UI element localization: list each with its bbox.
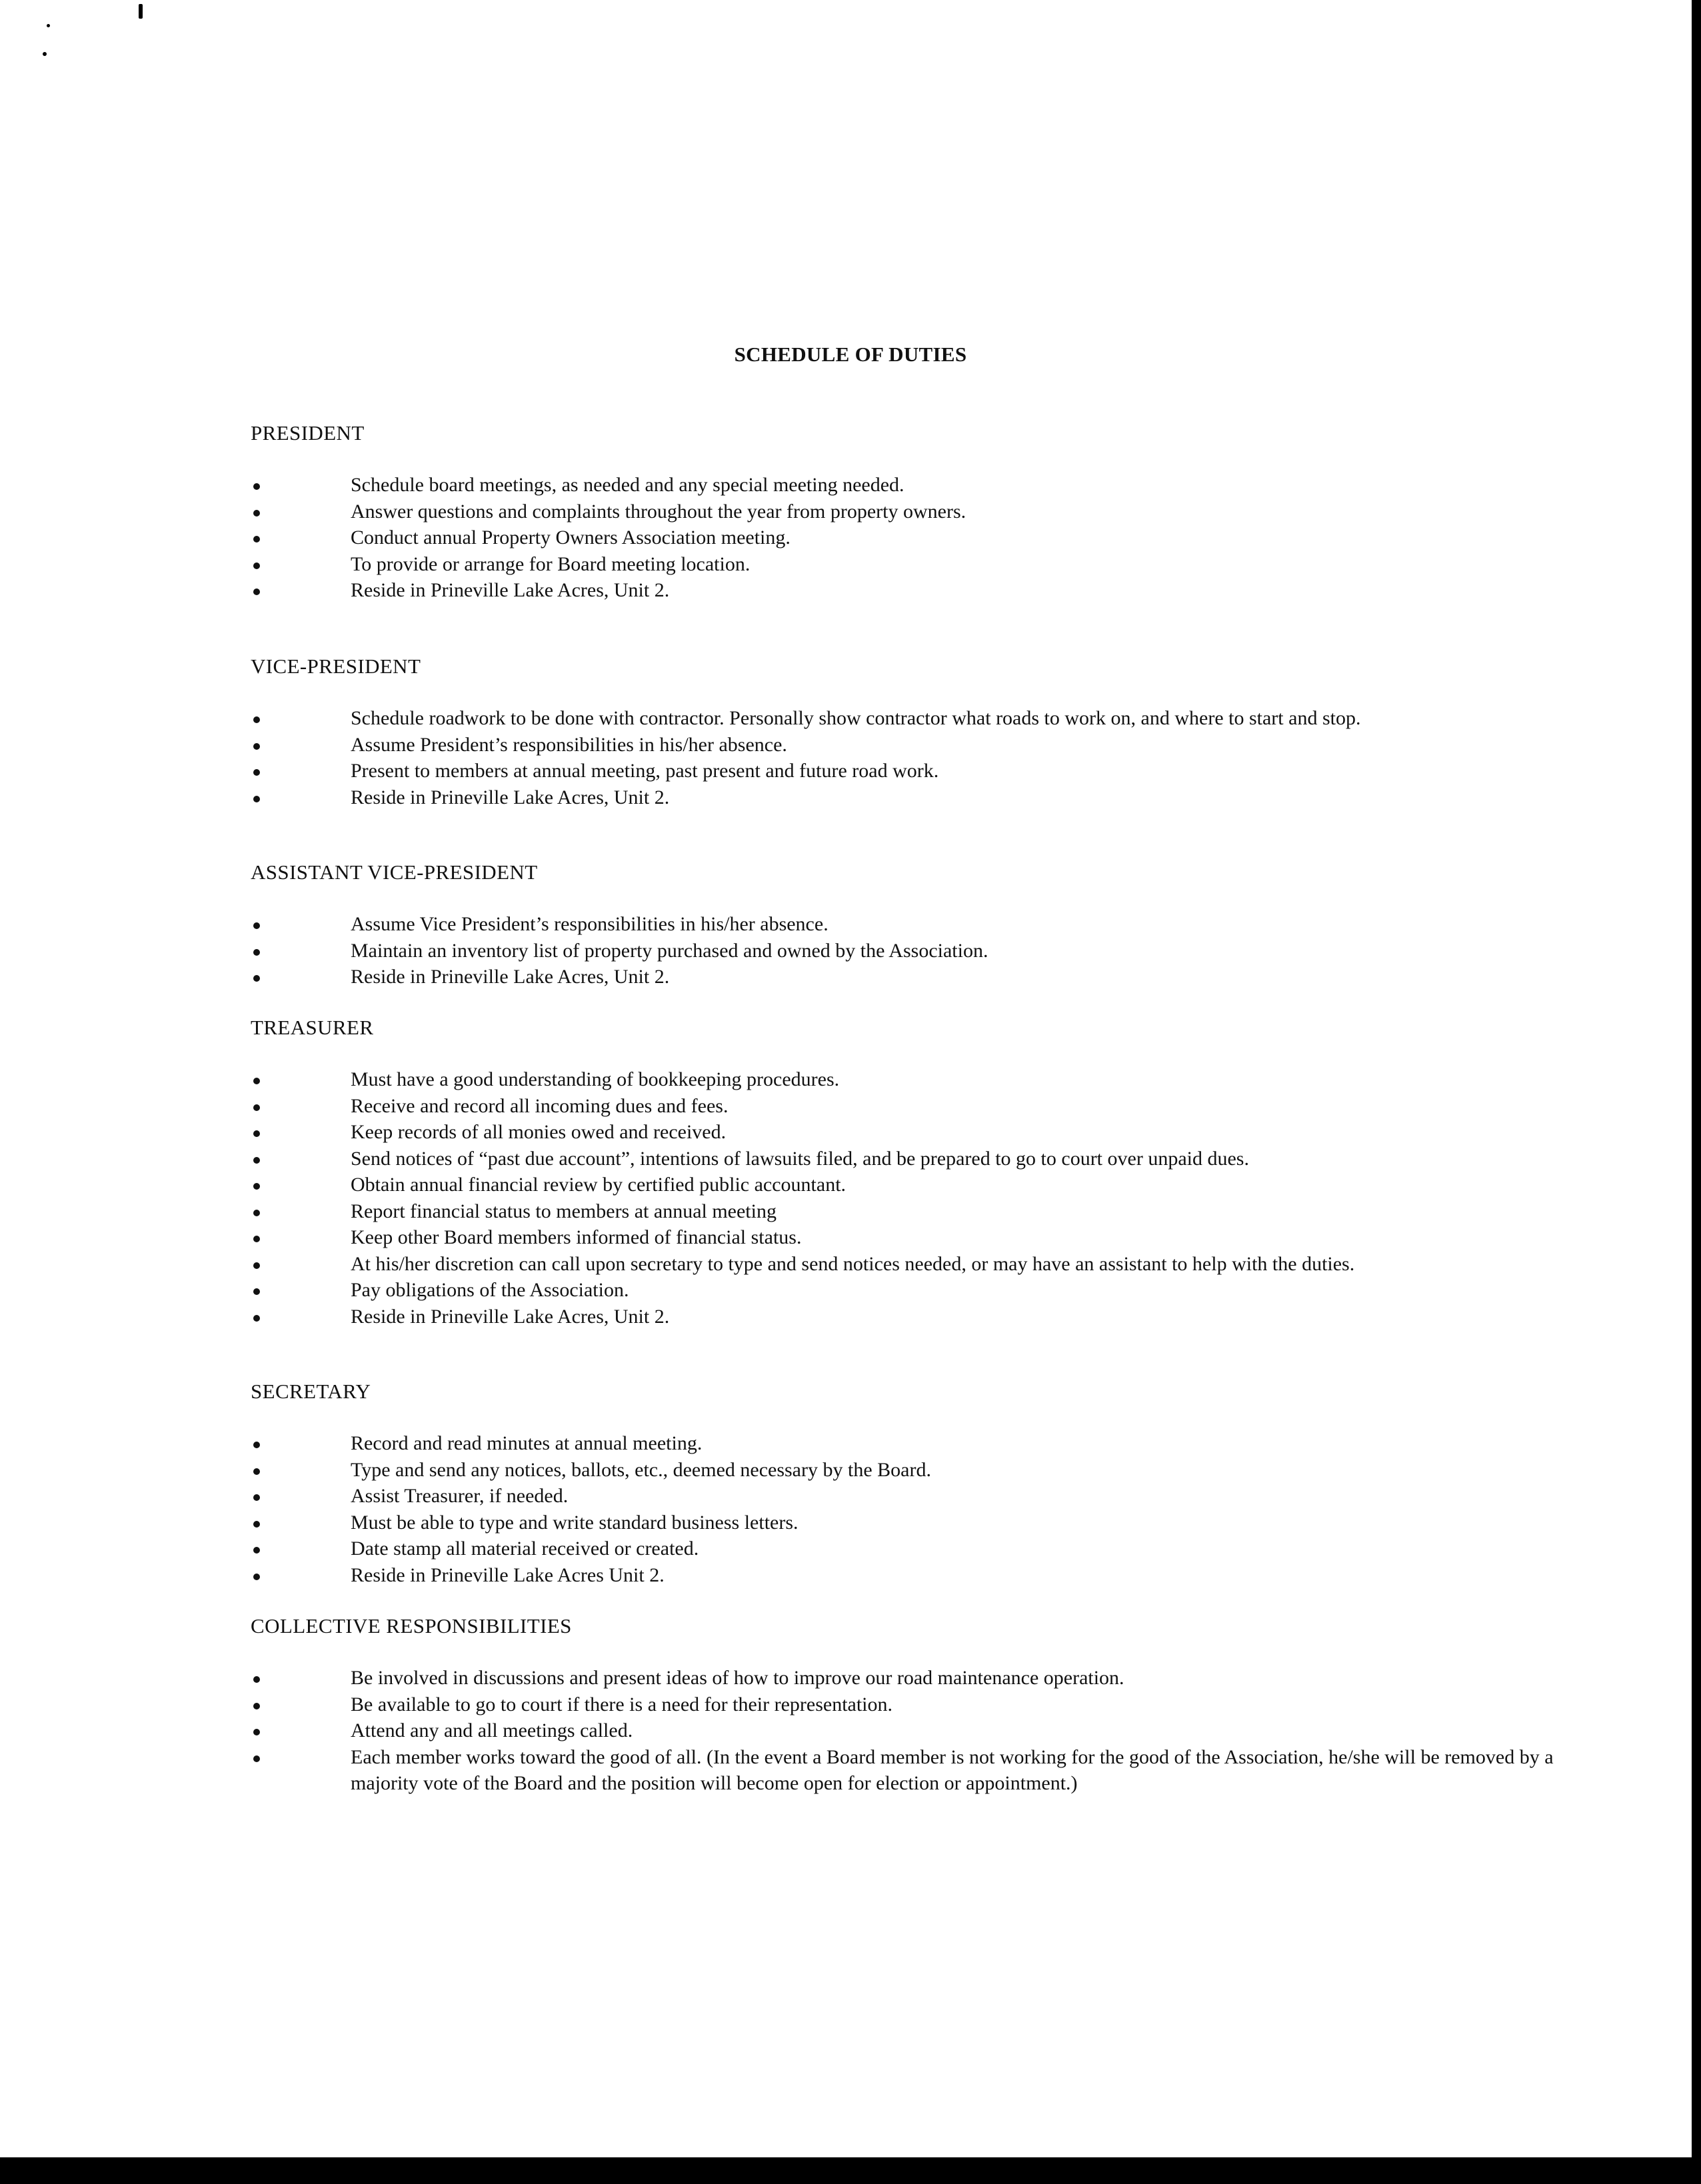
duty-list (251, 1665, 1554, 1797)
duty-text: Each member works toward the good of all. (In the event a Board member is not working for the good of the Association, he/she will be removed by a majority vote of the Board and the position will become open for election or appointment.) (351, 1745, 1554, 1794)
duty-item (251, 1146, 1580, 1172)
duty-item (251, 1251, 1580, 1278)
duty-text: Attend any and all meetings called. (351, 1719, 633, 1741)
duty-item (251, 732, 1580, 758)
duty-item (251, 1304, 1580, 1330)
bullet-icon (253, 1494, 260, 1501)
duty-item (251, 1430, 1580, 1457)
bullet-icon (253, 769, 260, 776)
duty-text: Obtain annual financial review by certified public accountant. (351, 1174, 847, 1196)
duty-list (251, 1066, 1450, 1330)
bullet-icon (253, 510, 260, 517)
duty-text: Reside in Prineville Lake Acres, Unit 2. (351, 966, 670, 988)
duty-text: Must be able to type and write standard business letters. (351, 1511, 799, 1534)
bullet-icon (253, 796, 260, 802)
bullet-icon (253, 975, 260, 982)
duty-item (251, 1562, 1580, 1589)
duty-text: Be available to go to court if there is a need for their representation. (351, 1693, 893, 1715)
duty-text: Assist Treasurer, if needed. (351, 1485, 569, 1507)
bullet-icon (253, 536, 260, 543)
bullet-icon (253, 1521, 260, 1528)
duty-text: Record and read minutes at annual meeting. (351, 1432, 703, 1454)
bullet-icon (253, 1755, 260, 1762)
bullet-icon (253, 1236, 260, 1242)
duty-text: Schedule board meetings, as needed and any special meeting needed. (351, 474, 904, 496)
bullet-icon (253, 1183, 260, 1190)
bullet-icon (253, 949, 260, 956)
section-heading: PRESIDENT (251, 421, 365, 445)
section-assistant-vice-president (251, 859, 1450, 990)
bullet-icon (253, 1078, 260, 1084)
duty-item (251, 1093, 1580, 1120)
duty-text: Report financial status to members at annual meeting (351, 1200, 777, 1222)
bullet-icon (253, 743, 260, 750)
bullet-icon (253, 1315, 260, 1322)
bullet-icon (253, 1157, 260, 1164)
duty-text: Type and send any notices, ballots, etc., deemed necessary by the Board. (351, 1458, 931, 1481)
section-president (251, 420, 1450, 604)
duty-text: Reside in Prineville Lake Acres, Unit 2. (351, 1305, 670, 1328)
duty-item (251, 1510, 1580, 1536)
duty-text: Be involved in discussions and present ideas of how to improve our road maintenance operation. (351, 1667, 1124, 1689)
duty-item (251, 551, 1580, 578)
duty-item (251, 758, 1580, 784)
duty-list (251, 911, 1450, 990)
duty-item (251, 525, 1580, 551)
bullet-icon (253, 1262, 260, 1269)
duty-list (251, 1430, 1450, 1588)
duty-item (251, 1483, 1580, 1510)
duty-item (251, 1224, 1580, 1251)
section-treasurer (251, 1014, 1450, 1330)
duty-item (251, 1172, 1580, 1198)
duty-text: To provide or arrange for Board meeting location. (351, 552, 751, 575)
section-heading: SECRETARY (251, 1380, 371, 1403)
duty-text: Conduct annual Property Owners Association meeting. (351, 527, 791, 548)
bullet-icon (253, 1703, 260, 1709)
duty-item (251, 705, 1580, 732)
duty-text: Schedule roadwork to be done with contractor. Personally show contractor what roads to work on, and where to start and stop. (351, 707, 1361, 729)
duty-item (251, 1691, 1580, 1718)
bullet-icon (253, 588, 260, 595)
bullet-icon (253, 1288, 260, 1295)
duty-text: Present to members at annual meeting, past present and future road work. (351, 760, 939, 782)
section-secretary (251, 1378, 1450, 1588)
section-heading: TREASURER (251, 1016, 374, 1039)
duty-text: Reside in Prineville Lake Acres, Unit 2. (351, 786, 670, 808)
duty-text: Reside in Prineville Lake Acres, Unit 2. (351, 579, 670, 601)
duty-text: Must have a good understanding of bookkeeping procedures. (351, 1068, 840, 1090)
duty-item (251, 472, 1580, 499)
duty-item (251, 1119, 1580, 1146)
bullet-icon (253, 483, 260, 490)
bullet-icon (253, 1130, 260, 1137)
bullet-icon (253, 1547, 260, 1554)
duty-item (251, 1536, 1580, 1562)
section-heading: COLLECTIVE RESPONSIBILITIES (251, 1614, 572, 1638)
duty-item (251, 1277, 1580, 1304)
duty-item (251, 1457, 1580, 1484)
duty-list (251, 705, 1450, 810)
bullet-icon (253, 1442, 260, 1448)
scan-speck (139, 4, 143, 19)
bullet-icon (253, 1729, 260, 1735)
scan-speck (43, 52, 47, 56)
duty-text: At his/her discretion can call upon secretary to type and send notices needed, or may have an assistant to help with the duties. (351, 1252, 1355, 1275)
bullet-icon (253, 562, 260, 569)
duty-text: Assume President’s responsibilities in his/her absence. (351, 733, 787, 756)
duty-text: Send notices of “past due account”, intentions of lawsuits filed, and be prepared to go to court over unpaid dues. (351, 1147, 1249, 1170)
duty-item (251, 577, 1580, 604)
bullet-icon (253, 1104, 260, 1111)
bullet-icon (253, 1210, 260, 1216)
duty-item (251, 964, 1580, 990)
duty-item (251, 1066, 1580, 1093)
bullet-icon (253, 922, 260, 929)
scan-border-right (1692, 0, 1701, 2184)
section-heading: VICE-PRESIDENT (251, 654, 421, 678)
document-title: SCHEDULE OF DUTIES (734, 343, 967, 366)
duty-text: Assume Vice President’s responsibilities in his/her absence. (351, 913, 829, 935)
section-collective-responsibilities (251, 1613, 1554, 1797)
duty-text: Keep other Board members informed of financial status. (351, 1226, 802, 1248)
duty-item (251, 1717, 1580, 1744)
duty-item (251, 1744, 1580, 1797)
duty-item (251, 499, 1580, 525)
section-vice-president (251, 653, 1450, 810)
duty-text: Keep records of all monies owed and received. (351, 1121, 727, 1143)
duty-text: Date stamp all material received or created. (351, 1538, 699, 1560)
duty-list (251, 472, 1450, 604)
duty-text: Pay obligations of the Association. (351, 1279, 629, 1301)
duty-item (251, 1665, 1580, 1691)
bullet-icon (253, 716, 260, 723)
bullet-icon (253, 1574, 260, 1580)
duty-text: Answer questions and complaints throughout the year from property owners. (351, 500, 966, 523)
duty-text: Receive and record all incoming dues and fees. (351, 1094, 729, 1117)
duty-item (251, 1198, 1580, 1225)
bullet-icon (253, 1676, 260, 1683)
duty-item (251, 911, 1580, 938)
duty-text: Reside in Prineville Lake Acres Unit 2. (351, 1564, 665, 1586)
duty-item (251, 784, 1580, 811)
bullet-icon (253, 1468, 260, 1475)
duty-text: Maintain an inventory list of property purchased and owned by the Association. (351, 939, 988, 962)
duty-item (251, 938, 1580, 964)
scan-border-bottom (0, 2157, 1701, 2184)
scan-speck (47, 24, 50, 27)
section-heading: ASSISTANT VICE-PRESIDENT (251, 860, 538, 884)
